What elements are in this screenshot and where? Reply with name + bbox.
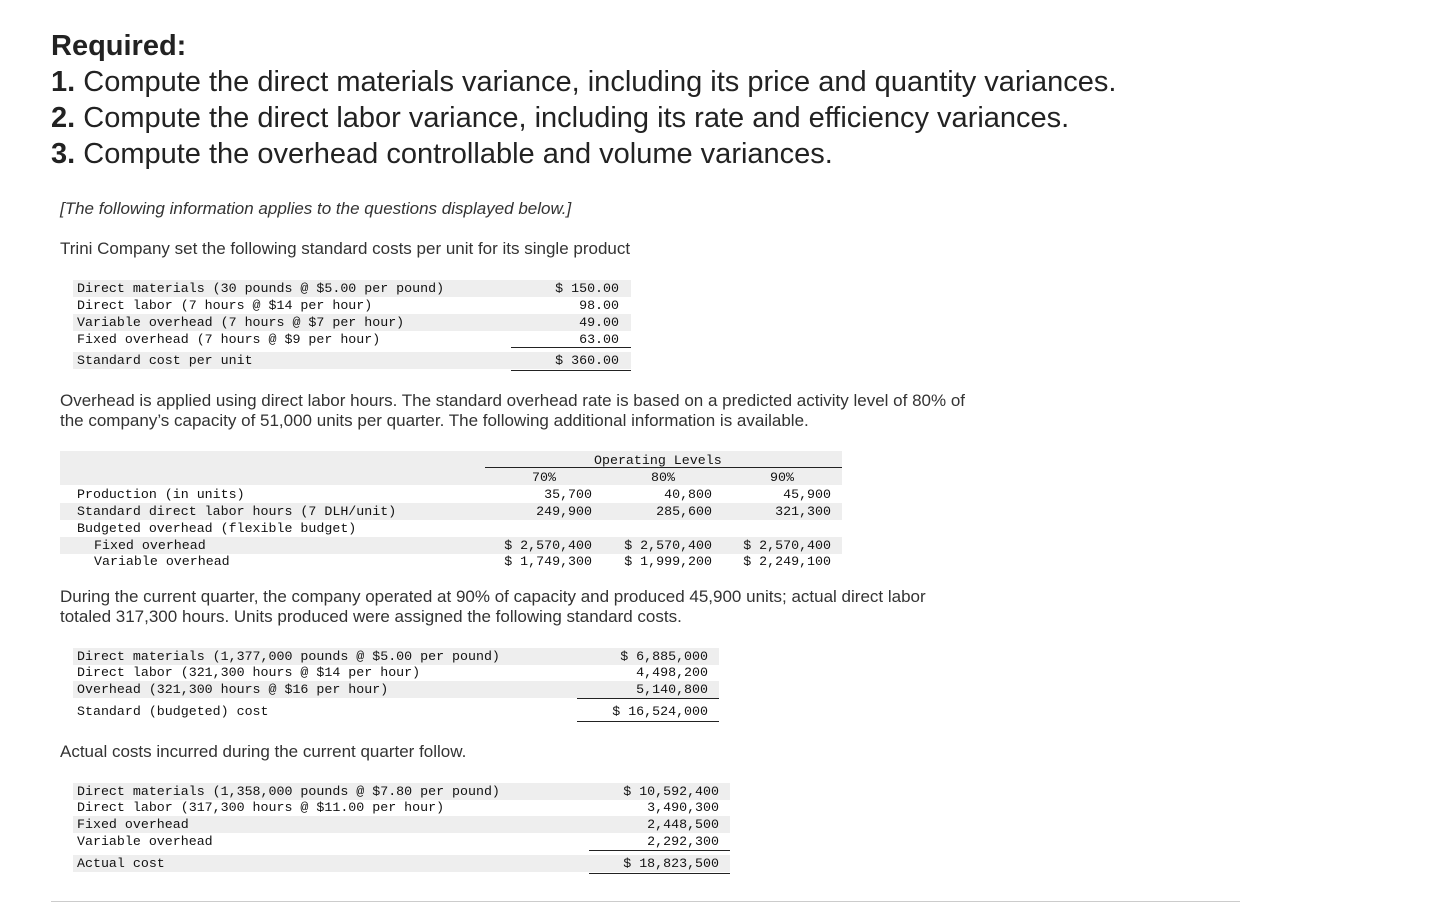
footer-divider <box>51 901 1240 902</box>
row-value: 3,490,300 <box>647 800 719 815</box>
level-80: 80% <box>651 470 675 485</box>
row-value: $ 10,592,400 <box>623 784 719 799</box>
row-value: 49.00 <box>579 315 619 330</box>
level-90: 90% <box>770 470 794 485</box>
total-value: $ 16,524,000 <box>612 704 708 719</box>
total-label: Standard (budgeted) cost <box>77 704 269 719</box>
value-90: 321,300 <box>775 504 831 519</box>
required-heading: Required: <box>51 30 187 62</box>
overhead-paragraph-line1: Overhead is applied using direct labor hours. The standard overhead rate is based on a predicted activity level of 80% of <box>60 391 966 410</box>
row-label: Direct materials (1,358,000 pounds @ $7.80 per pound) <box>77 784 500 799</box>
quarter-paragraph-line1: During the current quarter, the company operated at 90% of capacity and produced 45,900 units; actual direct labor <box>60 587 926 606</box>
table-total-row <box>73 703 719 720</box>
subtotal-rule <box>589 850 730 851</box>
total-rule <box>511 370 631 371</box>
requirement-1: 1. Compute the direct materials variance, including its price and quantity variances. <box>51 66 1117 98</box>
table-row <box>60 486 842 503</box>
table-row <box>73 816 730 833</box>
value-90: $ 2,249,100 <box>743 554 831 569</box>
level-70: 70% <box>532 470 556 485</box>
row-value: 2,448,500 <box>647 817 719 832</box>
total-rule <box>589 873 730 874</box>
table-row <box>73 833 730 850</box>
total-value: $ 18,823,500 <box>623 856 719 871</box>
value-70: 35,700 <box>544 487 592 502</box>
table-row <box>60 520 842 537</box>
table-row <box>73 681 719 698</box>
table-row <box>73 331 631 348</box>
total-label: Standard cost per unit <box>77 353 253 368</box>
table-row <box>60 553 842 570</box>
table-total-row <box>73 352 631 369</box>
quarter-paragraph-line2: totaled 317,300 hours. Units produced were assigned the following standard costs. <box>60 607 682 626</box>
row-label: Variable overhead (7 hours @ $7 per hour) <box>77 315 405 330</box>
total-rule <box>577 721 719 722</box>
table-header-band <box>60 451 842 485</box>
row-value: $ 6,885,000 <box>620 649 708 664</box>
row-label: Variable overhead <box>94 554 230 569</box>
total-label: Actual cost <box>77 856 165 871</box>
row-label: Direct materials (1,377,000 pounds @ $5.00 per pound) <box>77 649 500 664</box>
row-label: Direct labor (317,300 hours @ $11.00 per hour) <box>77 800 445 815</box>
standard-costs-intro: Trini Company set the following standard costs per unit for its single product <box>60 239 631 258</box>
row-value: $ 150.00 <box>555 281 619 296</box>
row-value: 2,292,300 <box>647 834 719 849</box>
table-row <box>60 537 842 554</box>
table-row <box>73 648 719 665</box>
header-rule <box>485 467 842 468</box>
table-row <box>73 783 730 800</box>
table-row <box>73 297 631 314</box>
row-value: 98.00 <box>579 298 619 313</box>
requirement-3: 3. Compute the overhead controllable and volume variances. <box>51 138 833 170</box>
row-label: Budgeted overhead (flexible budget) <box>77 521 357 536</box>
row-value: 5,140,800 <box>636 682 708 697</box>
actual-costs-intro: Actual costs incurred during the current quarter follow. <box>60 742 467 761</box>
row-label: Standard direct labor hours (7 DLH/unit) <box>77 504 397 519</box>
value-80: $ 2,570,400 <box>624 538 712 553</box>
overhead-paragraph-line2: the company’s capacity of 51,000 units per quarter. The following additional information is available. <box>60 411 809 430</box>
row-label: Direct labor (7 hours @ $14 per hour) <box>77 298 373 313</box>
table-row <box>73 799 730 816</box>
value-70: $ 1,749,300 <box>504 554 592 569</box>
total-value: $ 360.00 <box>555 353 619 368</box>
value-80: $ 1,999,200 <box>624 554 712 569</box>
row-label: Production (in units) <box>77 487 245 502</box>
table-row <box>73 664 719 681</box>
row-label: Direct labor (321,300 hours @ $14 per hour) <box>77 665 421 680</box>
value-70: $ 2,570,400 <box>504 538 592 553</box>
value-70: 249,900 <box>536 504 592 519</box>
value-90: $ 2,570,400 <box>743 538 831 553</box>
table-total-row <box>73 855 730 872</box>
row-label: Fixed overhead <box>94 538 206 553</box>
value-80: 285,600 <box>656 504 712 519</box>
table-row <box>60 503 842 520</box>
row-label: Variable overhead <box>77 834 213 849</box>
row-value: 63.00 <box>579 332 619 347</box>
subtotal-rule <box>577 698 719 699</box>
requirement-2: 2. Compute the direct labor variance, including its rate and efficiency variances. <box>51 102 1070 134</box>
operating-levels-header: Operating Levels <box>594 453 722 468</box>
row-value: 4,498,200 <box>636 665 708 680</box>
row-label: Direct materials (30 pounds @ $5.00 per pound) <box>77 281 445 296</box>
subtotal-rule <box>511 347 631 348</box>
row-label: Fixed overhead (7 hours @ $9 per hour) <box>77 332 381 347</box>
table-row <box>73 280 631 297</box>
row-label: Fixed overhead <box>77 817 189 832</box>
value-80: 40,800 <box>664 487 712 502</box>
intro-note: [The following information applies to the questions displayed below.] <box>60 199 572 218</box>
row-label: Overhead (321,300 hours @ $16 per hour) <box>77 682 389 697</box>
table-row <box>73 314 631 331</box>
value-90: 45,900 <box>783 487 831 502</box>
